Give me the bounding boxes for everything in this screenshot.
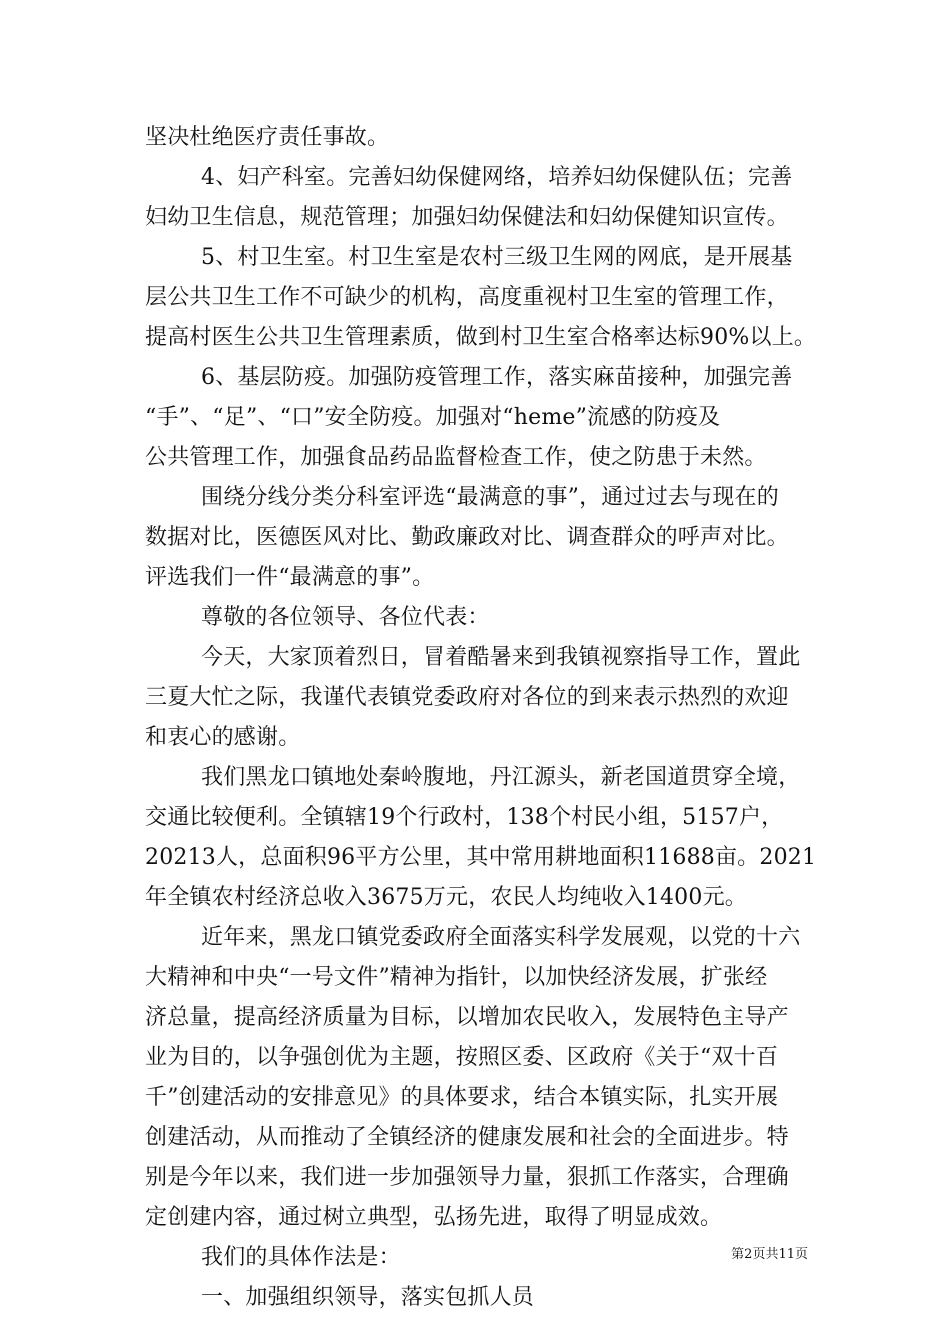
text-line: 定创建内容，通过树立典型，弘扬先进，取得了明显成效。	[145, 1205, 723, 1230]
text-line: 济总量，提高经济质量为目标，以增加农民收入，发展特色主导产	[145, 1005, 789, 1030]
text-line: 近年来，黑龙口镇党委政府全面落实科学发展观，以党的十六	[201, 925, 801, 950]
text-line: 妇幼卫生信息，规范管理；加强妇幼保健法和妇幼保健知识宣传。	[145, 205, 789, 230]
text-line: 坚决杜绝医疗责任事故。	[145, 125, 390, 150]
text-line: 一、加强组织领导，落实包抓人员	[201, 1285, 535, 1310]
text-line: 提高村医生公共卫生管理素质，做到村卫生室合格率达标90%以上。	[145, 325, 817, 350]
text-line: 20213人，总面积96平方公里，其中常用耕地面积11688亩。2021	[145, 845, 817, 870]
text-line: 别是今年以来，我们进一步加强领导力量，狠抓工作落实，合理确	[145, 1165, 789, 1190]
text-line: 围绕分线分类分科室评选“最满意的事”，通过过去与现在的	[201, 485, 779, 510]
text-line: 千”创建活动的安排意见》的具体要求，结合本镇实际，扎实开展	[145, 1085, 779, 1110]
text-line: 业为目的，以争强创优为主题，按照区委、区政府《关于“双十百	[145, 1045, 779, 1070]
text-line: 我们黑龙口镇地处秦岭腹地，丹江源头，新老国道贯穿全境，	[201, 765, 801, 790]
text-line: 层公共卫生工作不可缺少的机构，高度重视村卫生室的管理工作，	[145, 285, 789, 310]
text-line: 5、村卫生室。村卫生室是农村三级卫生网的网底，是开展基	[201, 245, 793, 270]
text-line: 尊敬的各位领导、各位代表：	[201, 605, 490, 630]
page-number-footer: 第2页共11页	[731, 1247, 808, 1262]
text-line: 6、基层防疫。加强防疫管理工作，落实麻苗接种，加强完善	[201, 365, 793, 390]
text-line: 年全镇农村经济总收入3675万元，农民人均纯收入1400元。	[145, 885, 747, 910]
text-line: 4、妇产科室。完善妇幼保健网络，培养妇幼保健队伍；完善	[201, 165, 793, 190]
text-line: 我们的具体作法是：	[201, 1245, 401, 1270]
text-line: 交通比较便利。全镇辖19个行政村，138个村民小组，5157户，	[145, 805, 784, 830]
text-line: 和衷心的感谢。	[145, 725, 301, 750]
text-line: 创建活动，从而推动了全镇经济的健康发展和社会的全面进步。特	[145, 1125, 789, 1150]
text-line: 数据对比，医德医风对比、勤政廉政对比、调查群众的呼声对比。	[145, 525, 789, 550]
text-line: 今天，大家顶着烈日，冒着酷暑来到我镇视察指导工作，置此	[201, 645, 801, 670]
document-body	[145, 118, 817, 1318]
text-line: “手”、“足”、“口”安全防疫。加强对“heme”流感的防疫及	[145, 405, 721, 430]
text-line: 三夏大忙之际，我谨代表镇党委政府对各位的到来表示热烈的欢迎	[145, 685, 789, 710]
text-line: 大精神和中央“一号文件”精神为指针，以加快经济发展，扩张经	[145, 965, 768, 990]
text-line: 公共管理工作，加强食品药品监督检查工作，使之防患于未然。	[145, 445, 767, 470]
text-line: 评选我们一件“最满意的事”。	[145, 565, 435, 590]
